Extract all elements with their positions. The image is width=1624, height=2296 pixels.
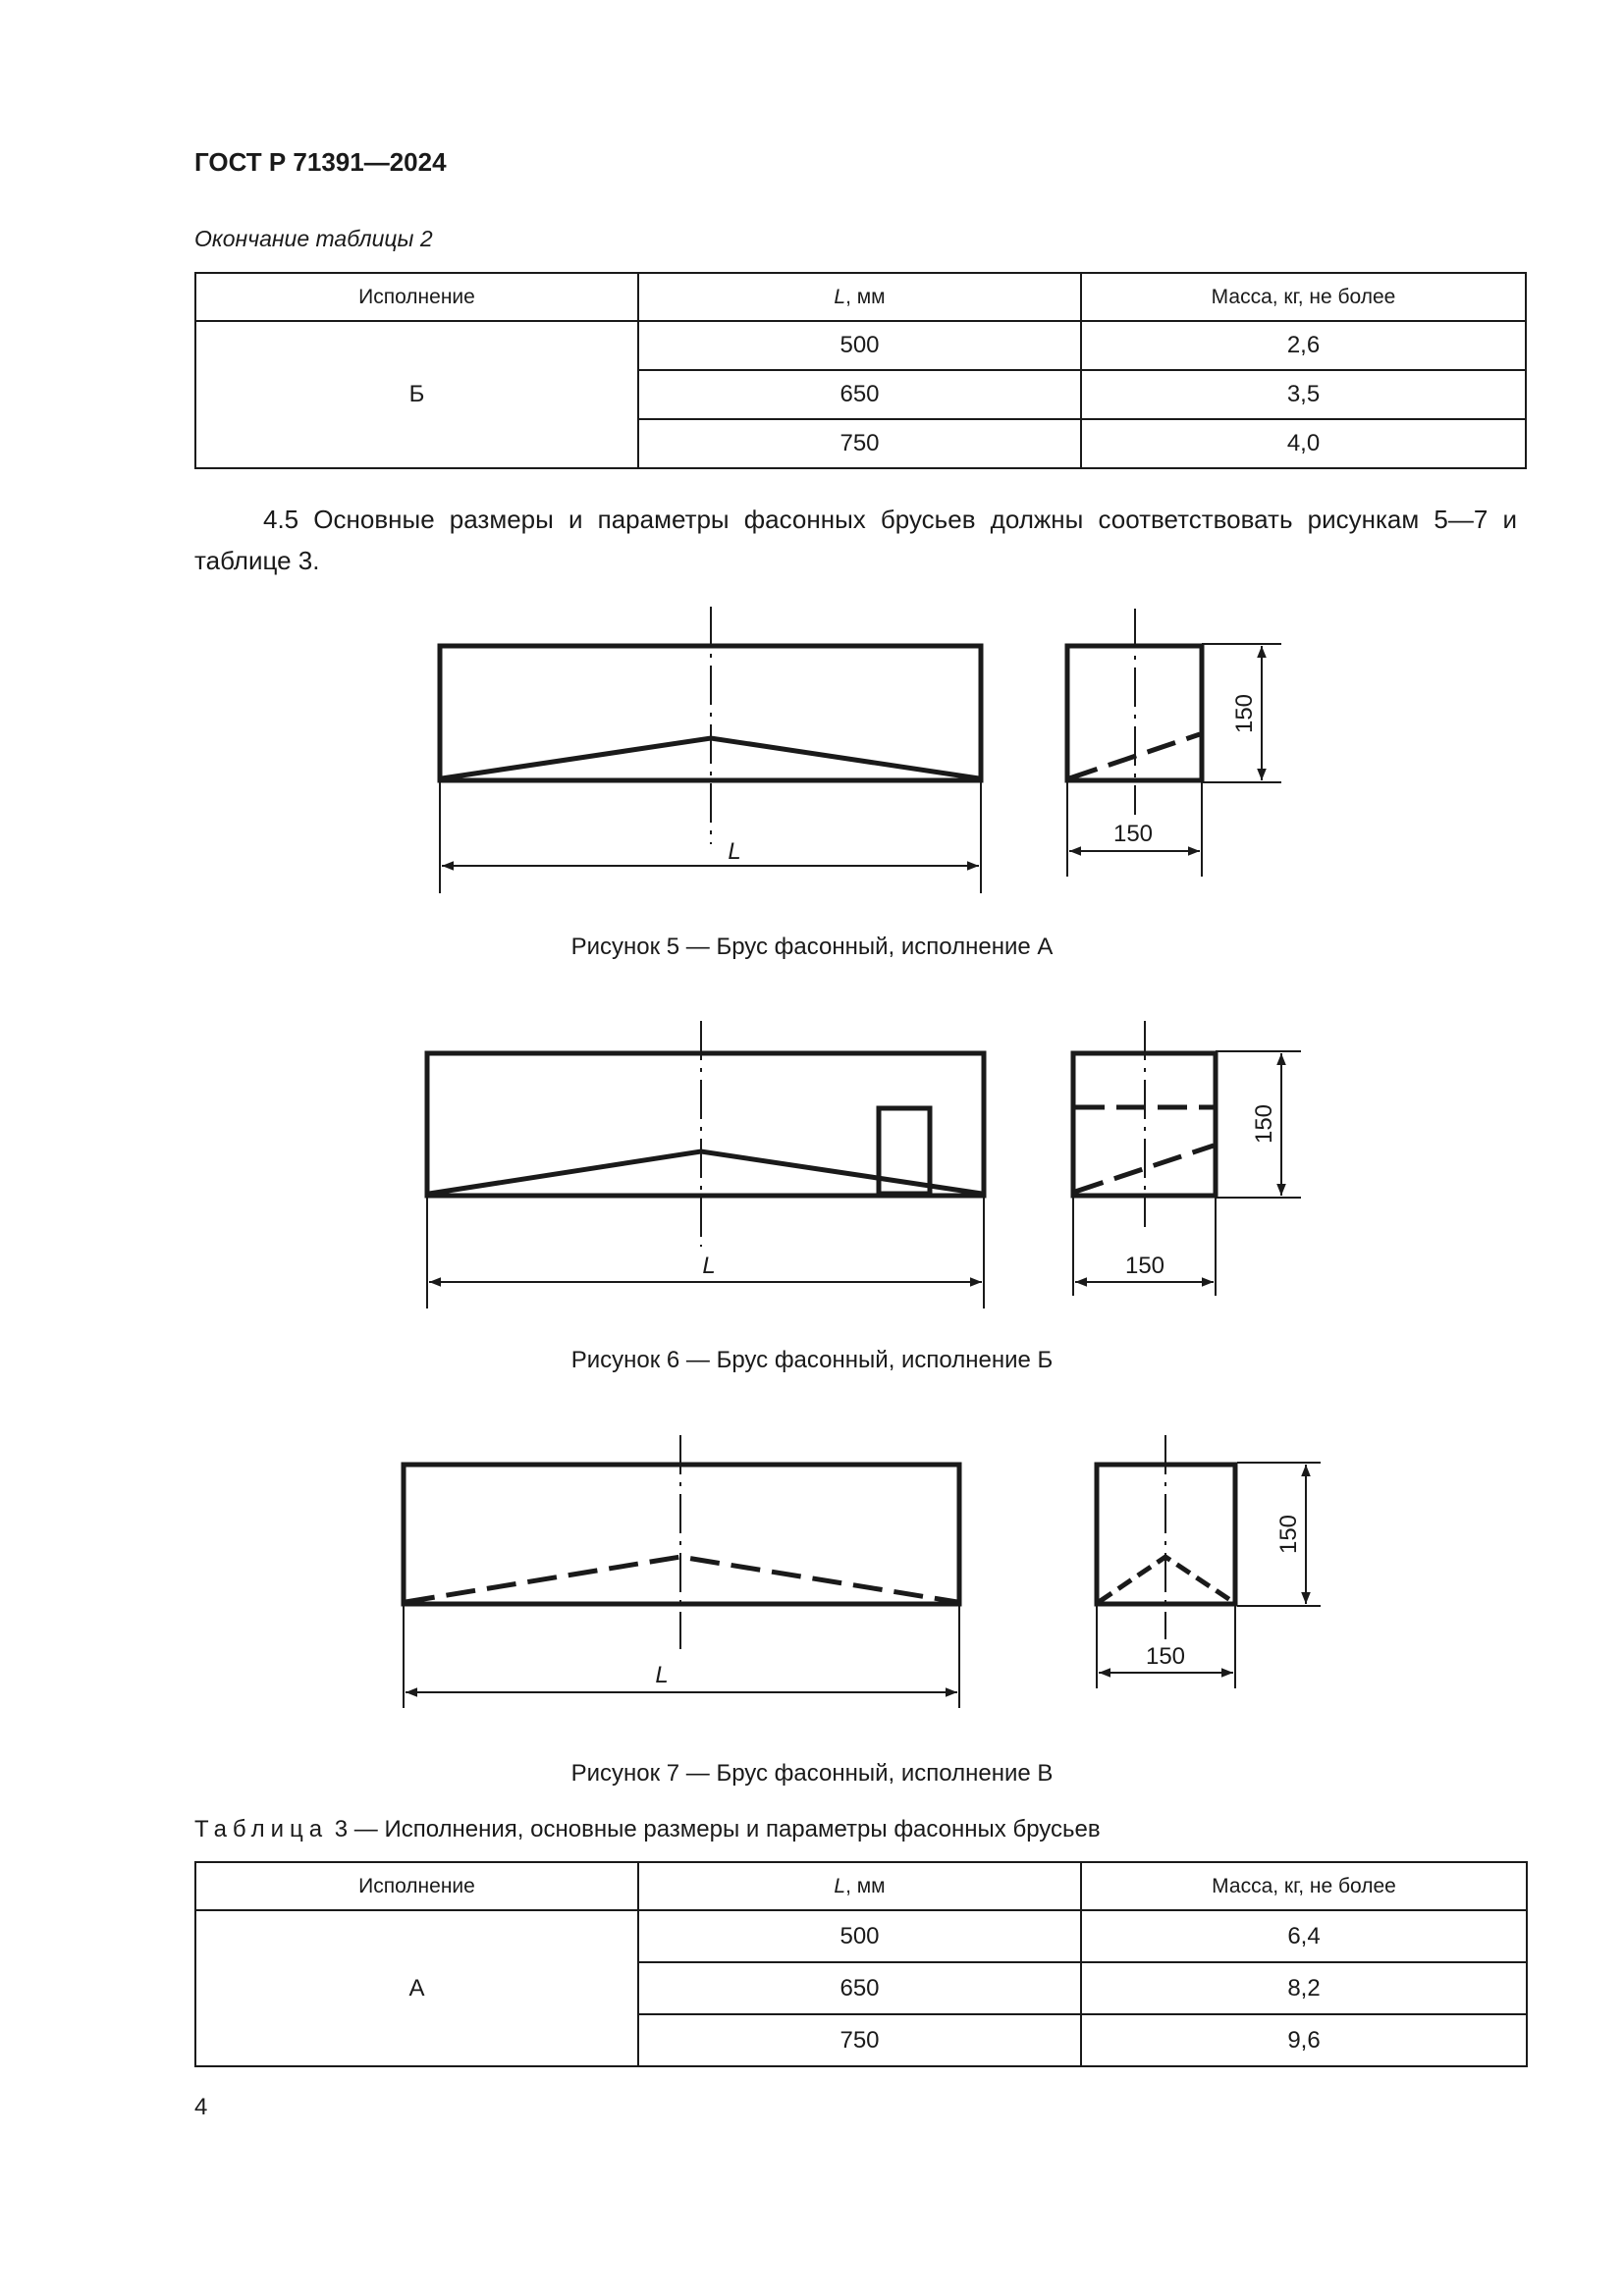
header-mass: Масса, кг, не более [1081, 273, 1526, 321]
variant-cell: А [195, 1910, 638, 2066]
figure-5-caption: Рисунок 5 — Брус фасонный, исполнение А [570, 934, 1054, 960]
dim-width-label: 150 [1124, 1253, 1165, 1279]
length-cell: 650 [638, 370, 1081, 419]
table-row [195, 1910, 1527, 1962]
header-length: L, мм [638, 273, 1081, 321]
table-2-continuation [194, 272, 1527, 469]
table-3 [194, 1861, 1528, 2067]
paragraph-4-5: 4.5 Основные размеры и параметры фасонных брусьев должны соответствовать рисункам 5—7 и таблице 3. [194, 505, 1517, 575]
header-mass: Масса, кг, не более [1081, 1862, 1527, 1910]
mass-cell: 9,6 [1081, 2014, 1527, 2066]
figure-6-caption: Рисунок 6 — Брус фасонный, исполнение Б [570, 1347, 1054, 1373]
dim-length-label: L [655, 1662, 669, 1688]
dim-height-label: 150 [1231, 693, 1258, 734]
table-3-title [194, 1816, 1101, 1843]
side-view [1097, 1435, 1321, 1688]
dim-length-label: L [702, 1253, 716, 1279]
table-title-text: 3 — Исполнения, основные размеры и параметры фасонных брусьев [334, 1816, 1101, 1842]
figure-7-drawing [0, 1423, 1624, 1737]
length-cell: 500 [638, 1910, 1081, 1962]
mass-cell: 4,0 [1081, 419, 1526, 468]
length-cell: 500 [638, 321, 1081, 370]
side-view [1067, 609, 1281, 877]
mass-cell: 8,2 [1081, 1962, 1527, 2014]
dim-height-label: 150 [1275, 1514, 1302, 1555]
side-view [1073, 1021, 1301, 1296]
figure-7-caption: Рисунок 7 — Брус фасонный, исполнение В [570, 1760, 1054, 1787]
dim-width-label: 150 [1145, 1643, 1186, 1670]
mass-cell: 2,6 [1081, 321, 1526, 370]
front-view [404, 1435, 959, 1708]
mass-cell: 3,5 [1081, 370, 1526, 419]
length-cell: 750 [638, 2014, 1081, 2066]
header-variant: Исполнение [195, 1862, 638, 1910]
header-variant: Исполнение [195, 273, 638, 321]
front-view [440, 607, 981, 893]
variant-cell: Б [195, 321, 638, 468]
figure-5-drawing [0, 589, 1624, 913]
page-number: 4 [194, 2094, 208, 2120]
figure-6-drawing [0, 1011, 1624, 1325]
table-header-row [195, 1862, 1527, 1910]
dim-width-label: 150 [1112, 821, 1154, 847]
length-cell: 650 [638, 1962, 1081, 2014]
dim-height-label: 150 [1251, 1103, 1277, 1145]
header-length: L, мм [638, 1862, 1081, 1910]
mass-cell: 6,4 [1081, 1910, 1527, 1962]
dim-length-label: L [728, 838, 741, 865]
document-header: ГОСТ Р 71391—2024 [194, 147, 447, 177]
table-header-row [195, 273, 1526, 321]
length-cell: 750 [638, 419, 1081, 468]
table-row [195, 321, 1526, 370]
table-continuation-caption: Окончание таблицы 2 [194, 226, 433, 251]
table-label: Таблица [194, 1816, 329, 1842]
